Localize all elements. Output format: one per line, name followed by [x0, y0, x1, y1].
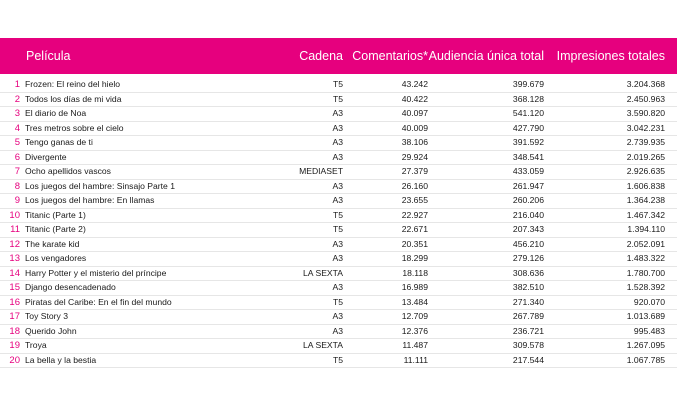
- comments-count: 22.671: [401, 224, 428, 234]
- rank-number: 8: [14, 180, 20, 192]
- comments-count: 40.097: [401, 108, 428, 118]
- channel-name: LA SEXTA: [303, 340, 343, 350]
- table-row: [0, 122, 677, 137]
- rank-number: 1: [14, 79, 20, 90]
- rank-number: 5: [14, 137, 20, 148]
- comments-count: 43.242: [401, 79, 428, 89]
- table-row: [0, 194, 677, 209]
- comments-count: 13.484: [401, 296, 428, 307]
- rank-number: 2: [14, 93, 20, 105]
- table-row: [0, 296, 677, 311]
- rank-number: 20: [9, 354, 20, 366]
- total-impressions: 1.394.110: [627, 224, 665, 234]
- total-impressions: 1.267.095: [626, 340, 665, 350]
- unique-audience: 308.636: [512, 267, 544, 278]
- movie-ranking-table: [0, 78, 677, 368]
- channel-name: T5: [332, 209, 343, 220]
- movie-title: Querido John: [25, 325, 77, 336]
- total-impressions: 1.067.785: [626, 354, 665, 365]
- channel-name: A3: [332, 108, 343, 118]
- movie-title: Frozen: El reino del hielo: [25, 79, 121, 89]
- comments-count: 27.379: [401, 166, 428, 176]
- table-row: [0, 238, 677, 253]
- channel-name: A3: [332, 238, 343, 249]
- rank-number: 13: [9, 253, 20, 264]
- comments-count: 12.709: [401, 311, 428, 321]
- comments-count: 11.111: [403, 354, 428, 365]
- channel-name: T5: [332, 224, 343, 234]
- table-row: [0, 310, 677, 325]
- header-impressions-column: Impresiones totales: [556, 49, 665, 63]
- table-row: [0, 223, 677, 238]
- comments-count: 40.009: [401, 122, 428, 133]
- total-impressions: 2.739.935: [626, 137, 665, 147]
- movie-title: Tengo ganas de ti: [25, 137, 93, 147]
- channel-name: A3: [332, 151, 343, 162]
- table-row: [0, 93, 677, 108]
- channel-name: T5: [332, 296, 343, 307]
- movie-title: Los juegos del hambre: En llamas: [25, 195, 155, 205]
- movie-title: Harry Potter y el misterio del príncipe: [25, 267, 167, 278]
- total-impressions: 1.483.322: [626, 253, 665, 263]
- unique-audience: 433.059: [512, 166, 544, 176]
- unique-audience: 399.679: [512, 79, 544, 89]
- total-impressions: 3.042.231: [626, 122, 665, 133]
- comments-count: 26.160: [401, 180, 428, 191]
- table-row: [0, 107, 677, 122]
- movie-title: Troya: [25, 340, 47, 350]
- header-title-column: Película: [26, 49, 71, 63]
- rank-number: 10: [9, 209, 20, 221]
- comments-count: 11.487: [402, 340, 428, 350]
- rank-number: 3: [14, 108, 20, 119]
- rank-number: 18: [9, 325, 20, 337]
- comments-count: 40.422: [401, 93, 428, 104]
- movie-title: Divergente: [25, 151, 67, 162]
- header-audience-column: Audiencia única total: [428, 49, 544, 63]
- channel-name: A3: [332, 311, 343, 321]
- total-impressions: 2.019.265: [626, 151, 665, 162]
- table-row: [0, 209, 677, 224]
- rank-number: 16: [9, 296, 20, 308]
- total-impressions: 1.606.838: [626, 180, 665, 191]
- movie-title: La bella y la bestia: [25, 354, 97, 365]
- comments-count: 20.351: [401, 238, 428, 249]
- movie-title: The karate kid: [25, 238, 80, 249]
- channel-name: A3: [332, 180, 343, 191]
- movie-title: Todos los días de mi vida: [25, 93, 122, 104]
- comments-count: 16.989: [401, 282, 428, 292]
- table-row: [0, 339, 677, 354]
- rank-number: 15: [9, 282, 20, 293]
- rank-number: 6: [14, 151, 20, 163]
- rank-number: 4: [14, 122, 20, 134]
- rank-number: 11: [10, 224, 20, 235]
- total-impressions: 3.590.820: [626, 108, 665, 118]
- movie-title: Los vengadores: [25, 253, 87, 263]
- total-impressions: 1.013.689: [626, 311, 665, 321]
- unique-audience: 391.592: [512, 137, 544, 147]
- movie-title: Los juegos del hambre: Sinsajo Parte 1: [25, 180, 176, 191]
- comments-count: 29.924: [401, 151, 428, 162]
- unique-audience: 348.541: [512, 151, 544, 162]
- channel-name: T5: [332, 79, 343, 89]
- channel-name: A3: [332, 282, 343, 292]
- movie-title: Titanic (Parte 2): [25, 224, 86, 234]
- total-impressions: 2.926.635: [626, 166, 665, 176]
- comments-count: 18.118: [402, 267, 428, 278]
- comments-count: 38.106: [401, 137, 428, 147]
- unique-audience: 207.343: [512, 224, 544, 234]
- total-impressions: 2.052.091: [626, 238, 665, 249]
- unique-audience: 271.340: [512, 296, 544, 307]
- unique-audience: 368.128: [512, 93, 544, 104]
- total-impressions: 1.528.392: [626, 282, 665, 292]
- unique-audience: 541.120: [512, 108, 544, 118]
- channel-name: LA SEXTA: [303, 267, 343, 278]
- unique-audience: 217.544: [512, 354, 544, 365]
- movie-title: Django desencadenado: [25, 282, 116, 292]
- header-channel-column: Cadena: [299, 49, 343, 63]
- rank-number: 17: [9, 311, 20, 322]
- channel-name: A3: [332, 195, 343, 205]
- rank-number: 19: [9, 340, 20, 351]
- table-row: [0, 180, 677, 195]
- table-header: [0, 38, 677, 74]
- channel-name: A3: [332, 253, 343, 263]
- movie-title: Tres metros sobre el cielo: [25, 122, 124, 133]
- movie-title: Piratas del Caribe: En el fin del mundo: [25, 296, 172, 307]
- rank-number: 7: [14, 166, 20, 177]
- table-row: [0, 78, 677, 93]
- channel-name: A3: [332, 325, 343, 336]
- total-impressions: 1.467.342: [626, 209, 665, 220]
- table-row: [0, 151, 677, 166]
- comments-count: 12.376: [401, 325, 428, 336]
- total-impressions: 2.450.963: [626, 93, 665, 104]
- unique-audience: 456.210: [512, 238, 544, 249]
- channel-name: A3: [332, 137, 343, 147]
- rank-number: 9: [14, 195, 20, 206]
- unique-audience: 236.721: [512, 325, 544, 336]
- channel-name: T5: [332, 354, 343, 365]
- table-row: [0, 165, 677, 180]
- unique-audience: 216.040: [512, 209, 544, 220]
- unique-audience: 309.578: [512, 340, 544, 350]
- table-row: [0, 354, 677, 369]
- unique-audience: 261.947: [512, 180, 544, 191]
- table-row: [0, 325, 677, 340]
- table-row: [0, 267, 677, 282]
- table-row: [0, 281, 677, 296]
- comments-count: 22.927: [401, 209, 428, 220]
- total-impressions: 920.070: [633, 296, 665, 307]
- table-row: [0, 252, 677, 267]
- comments-count: 18.299: [401, 253, 428, 263]
- unique-audience: 279.126: [512, 253, 544, 263]
- rank-number: 12: [9, 238, 20, 250]
- unique-audience: 260.206: [512, 195, 544, 205]
- comments-count: 23.655: [401, 195, 428, 205]
- channel-name: MEDIASET: [299, 166, 343, 176]
- movie-title: Toy Story 3: [25, 311, 68, 321]
- total-impressions: 1.364.238: [626, 195, 665, 205]
- unique-audience: 267.789: [512, 311, 544, 321]
- unique-audience: 427.790: [512, 122, 544, 133]
- table-row: [0, 136, 677, 151]
- movie-title: El diario de Noa: [25, 108, 87, 118]
- total-impressions: 1.780.700: [626, 267, 665, 278]
- header-comments-column: Comentarios*: [352, 49, 428, 63]
- total-impressions: 3.204.368: [626, 79, 665, 89]
- channel-name: A3: [332, 122, 343, 133]
- rank-number: 14: [9, 267, 20, 279]
- movie-title: Titanic (Parte 1): [25, 209, 86, 220]
- total-impressions: 995.483: [633, 325, 665, 336]
- channel-name: T5: [332, 93, 343, 104]
- movie-title: Ocho apellidos vascos: [25, 166, 111, 176]
- unique-audience: 382.510: [512, 282, 544, 292]
